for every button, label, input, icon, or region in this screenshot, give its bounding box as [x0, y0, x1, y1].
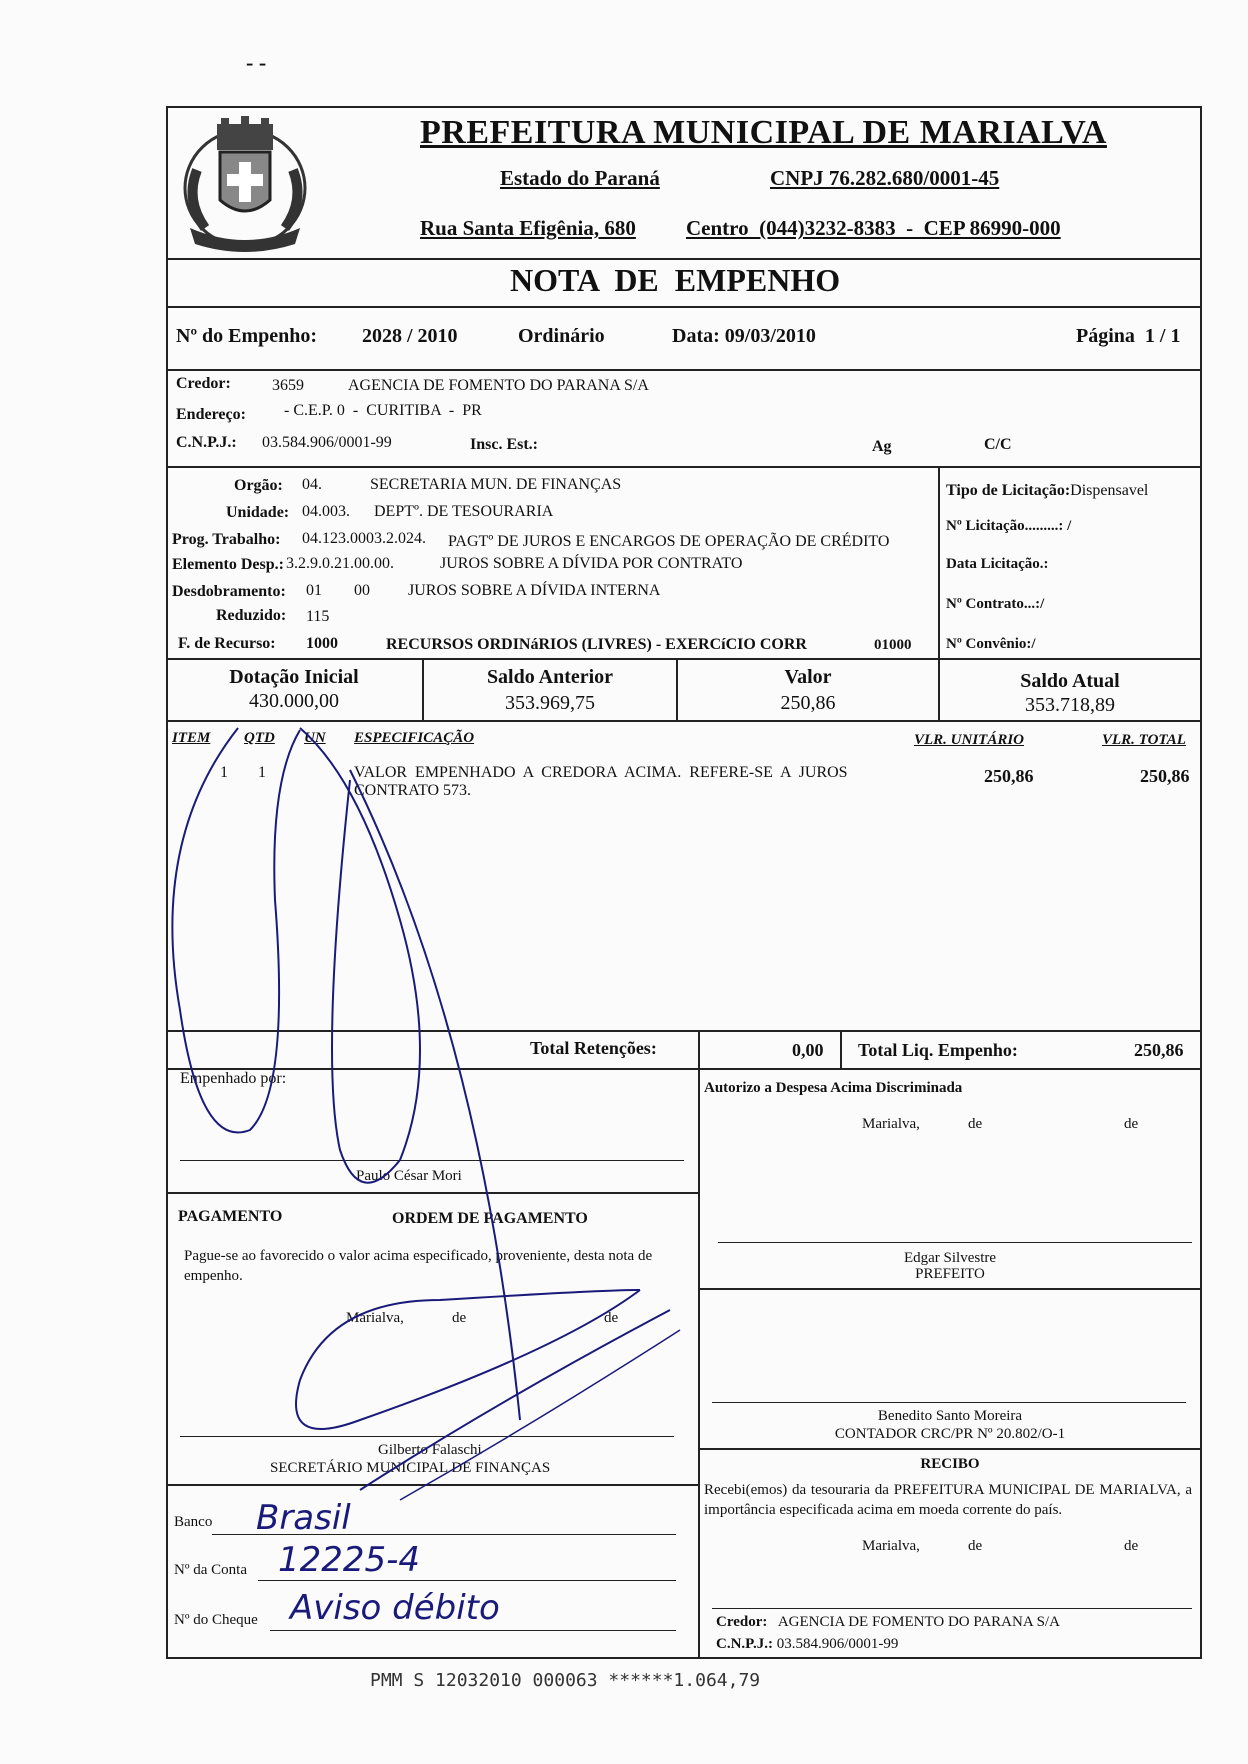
prog-label: Prog. Trabalho:	[172, 531, 281, 548]
empenhado-name: Paulo César Mori	[356, 1168, 462, 1184]
footer-stamp: PMM S 12032010 000063 ******1.064,79	[370, 1670, 761, 1691]
desd-name: JUROS SOBRE A DÍVIDA INTERNA	[408, 582, 661, 599]
secretario-title: SECRETÁRIO MUNICIPAL DE FINANÇAS	[270, 1460, 551, 1476]
col-unit: VLR. UNITÁRIO	[914, 732, 1025, 748]
balance-label-valor: Valor	[784, 666, 832, 688]
credor-cnpj-label: C.N.P.J.:	[176, 434, 237, 451]
ag-label: Ag	[872, 438, 892, 455]
contador-name: Benedito Santo Moreira	[877, 1408, 1023, 1424]
contador-title: CONTADOR CRC/PR Nº 20.802/O-1	[834, 1426, 1066, 1442]
order-de1: de	[452, 1310, 467, 1326]
order-de2: de	[604, 1310, 619, 1326]
balance-value-valor: 250,86	[780, 692, 836, 714]
recibo-cnpj: C.N.P.J.: 03.584.906/0001-99	[716, 1636, 899, 1652]
fonte-label: F. de Recurso:	[178, 635, 276, 652]
item-spec-line2: CONTRATO 573.	[354, 782, 472, 799]
orgao-label: Orgão:	[234, 477, 283, 494]
conta-label: Nº da Conta	[174, 1562, 247, 1578]
data-licitacao: Data Licitação.:	[946, 556, 1049, 572]
empenho-type: Ordinário	[518, 325, 605, 347]
secretario-name: Gilberto Falaschi	[378, 1442, 482, 1458]
cheque-handwritten: Aviso débito	[290, 1588, 500, 1628]
total-liq-value: 250,86	[1134, 1040, 1184, 1060]
balance-label-anterior: Saldo Anterior	[486, 666, 614, 688]
recibo-text: Recebi(emos) da tesouraria da PREFEITURA MUNICIPAL DE MARIALVA, a importância especificada acima em moeda corrente do país.	[704, 1482, 1192, 1518]
col-spec: ESPECIFICAÇÃO	[354, 730, 475, 746]
recibo-de2: de	[1124, 1538, 1139, 1554]
num-contrato: Nº Contrato...:/	[946, 596, 1045, 612]
item-total-value: 250,86	[1140, 766, 1190, 786]
col-item: ITEM	[172, 730, 211, 746]
reduzido-value: 115	[306, 608, 330, 625]
cc-label: C/C	[984, 436, 1012, 453]
pague-text: Pague-se ao favorecido o valor acima especificado, proveniente, desta nota de empenho.	[184, 1248, 653, 1284]
conta-handwritten: 12225-4	[278, 1540, 421, 1580]
credor-address: - C.E.P. 0 - CURITIBA - PR	[284, 402, 482, 419]
desd-a: 01	[306, 582, 322, 599]
ordem-pagamento-label: ORDEM DE PAGAMENTO	[392, 1210, 588, 1227]
balance-label-dotacao: Dotação Inicial	[229, 666, 359, 688]
top-mark: - -	[246, 50, 267, 75]
num-licitacao: Nº Licitação.........: /	[946, 518, 1072, 534]
page-number: Página 1 / 1	[1076, 325, 1181, 347]
fonte-code: 1000	[306, 635, 338, 652]
auth-de2: de	[1124, 1116, 1139, 1132]
desd-b: 00	[354, 582, 370, 599]
empenhado-label: Empenhado por:	[180, 1070, 287, 1087]
unidade-name: DEPTº. DE TESOURARIA	[374, 503, 554, 520]
tipo-licitacao: Tipo de Licitação:Dispensavel	[946, 482, 1149, 499]
auth-de1: de	[968, 1116, 983, 1132]
total-liq-label: Total Liq. Empenho:	[858, 1040, 1018, 1060]
recibo-marialva: Marialva,	[862, 1538, 920, 1554]
recibo-de1: de	[968, 1538, 983, 1554]
banco-handwritten: Brasil	[256, 1498, 351, 1538]
credor-cnpj: 03.584.906/0001-99	[262, 434, 392, 451]
elem-code: 3.2.9.0.21.00.00.	[286, 555, 394, 572]
prefeito-title: PREFEITO	[915, 1266, 985, 1282]
credor-name: AGENCIA DE FOMENTO DO PARANA S/A	[348, 377, 649, 394]
recibo-title: RECIBO	[920, 1456, 980, 1472]
orgao-code: 04.	[302, 476, 322, 493]
elem-label: Elemento Desp.:	[172, 556, 284, 573]
doc-title: NOTA DE EMPENHO	[510, 262, 841, 298]
total-retencoes-label: Total Retenções:	[530, 1038, 657, 1058]
contact-label: Centro (044)3232-8383 - CEP 86990-000	[686, 216, 1061, 240]
address-label: Rua Santa Efigênia, 680	[420, 216, 636, 240]
prog-code: 04.123.0003.2.024.	[302, 530, 426, 547]
auth-marialva: Marialva,	[862, 1116, 920, 1132]
balance-label-atual: Saldo Atual	[1020, 670, 1120, 692]
balance-value-anterior: 353.969,75	[505, 692, 595, 714]
recibo-credor: Credor: AGENCIA DE FOMENTO DO PARANA S/A	[716, 1614, 1060, 1630]
empenho-number: 2028 / 2010	[362, 325, 458, 347]
empenho-label: Nº do Empenho:	[176, 325, 318, 347]
unidade-label: Unidade:	[226, 504, 290, 521]
item-qtd: 1	[258, 764, 266, 781]
cheque-label: Nº do Cheque	[174, 1612, 258, 1628]
credor-label: Credor:	[176, 375, 231, 392]
pagamento-label: PAGAMENTO	[178, 1208, 283, 1225]
elem-name: JUROS SOBRE A DÍVIDA POR CONTRATO	[440, 555, 743, 572]
item-spec-line1: VALOR EMPENHADO A CREDORA ACIMA. REFERE-SE A JUROS	[354, 764, 848, 781]
fonte-name: RECURSOS ORDINáRIOS (LIVRES) - EXERCíCIO CORR	[386, 636, 807, 653]
address-field-label: Endereço:	[176, 406, 246, 423]
col-qtd: QTD	[244, 730, 275, 746]
reduzido-label: Reduzido:	[216, 607, 287, 624]
municipality-title: PREFEITURA MUNICIPAL DE MARIALVA	[420, 114, 1107, 151]
col-un: UN	[304, 730, 326, 746]
col-total: VLR. TOTAL	[1102, 732, 1186, 748]
banco-label: Banco	[174, 1514, 213, 1530]
order-marialva: Marialva,	[346, 1310, 404, 1326]
state-label: Estado do Paraná	[500, 166, 660, 190]
orgao-name: SECRETARIA MUN. DE FINANÇAS	[370, 476, 622, 493]
unidade-code: 04.003.	[302, 503, 350, 520]
prog-name: PAGTº DE JUROS E ENCARGOS DE OPERAÇÃO DE CRÉDITO	[448, 533, 890, 550]
balance-value-dotacao: 430.000,00	[249, 690, 339, 712]
credor-code: 3659	[272, 377, 304, 394]
balance-value-atual: 353.718,89	[1025, 694, 1115, 716]
coat-of-arms-logo	[175, 110, 315, 260]
empenho-date: Data: 09/03/2010	[672, 325, 816, 347]
item-unit-value: 250,86	[984, 766, 1034, 786]
autorizo-label: Autorizo a Despesa Acima Discriminada	[704, 1080, 963, 1096]
item-number: 1	[220, 764, 228, 781]
total-retencoes-value: 0,00	[792, 1040, 824, 1060]
insc-est-label: Insc. Est.:	[470, 436, 539, 453]
num-convenio: Nº Convênio:/	[946, 636, 1036, 652]
prefeito-name: Edgar Silvestre	[903, 1250, 997, 1266]
cnpj-label: CNPJ 76.282.680/0001-45	[770, 166, 1000, 190]
desd-label: Desdobramento:	[172, 583, 286, 600]
fonte-extra: 01000	[874, 637, 912, 653]
